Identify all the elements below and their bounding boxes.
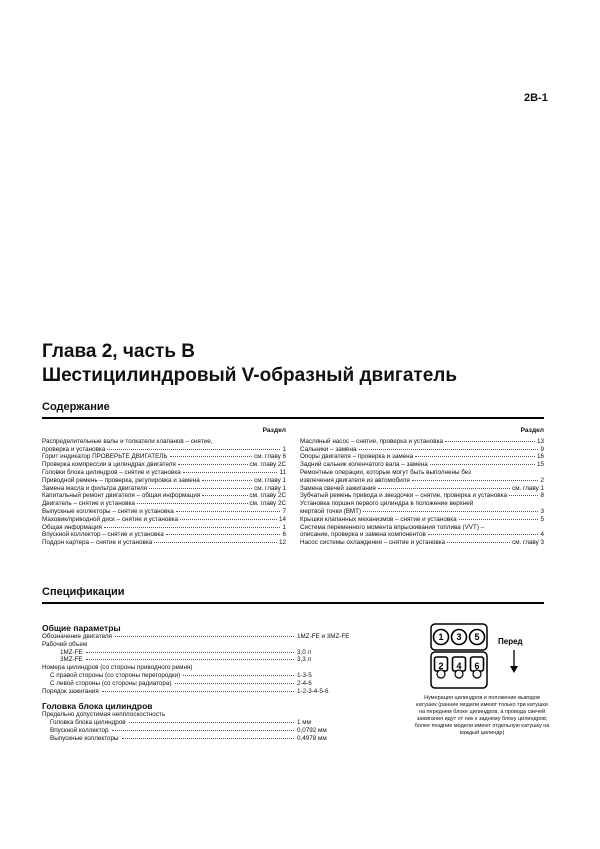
spec-group-title: Общие параметры	[42, 623, 121, 633]
toc-entry	[42, 500, 286, 508]
cylinder-5-number: 5	[474, 632, 480, 642]
toc-right-column	[300, 427, 544, 547]
toc-entry	[300, 438, 544, 446]
toc-entry	[300, 516, 544, 524]
toc-leader-dots	[104, 527, 281, 528]
toc-leader-dots	[459, 519, 539, 520]
spec-label: Порядок зажигания	[42, 687, 99, 695]
toc-entry-ref: 4	[540, 531, 544, 539]
toc-entry-title: извлечения двигателя из автомобиля	[300, 476, 410, 484]
toc-entry	[300, 469, 544, 477]
toc-leader-dots	[359, 449, 539, 450]
toc-entry	[42, 539, 286, 547]
toc-entry-ref: 9	[540, 445, 544, 453]
toc-leader-dots	[176, 511, 281, 512]
toc-entry-title: Поддон картера – снятие и установка	[42, 539, 153, 547]
toc-entry	[300, 524, 544, 532]
toc-entry-ref: см. главу 1	[254, 484, 286, 492]
spec-leader-dots	[102, 691, 294, 692]
spec-leader-dots	[129, 722, 294, 723]
toc-leader-dots	[430, 464, 535, 465]
toc-entry	[300, 477, 544, 485]
spec-row	[42, 649, 372, 657]
toc-entry-ref: 6	[282, 531, 286, 539]
toc-entry	[42, 469, 286, 477]
toc-entry-ref: 14	[278, 515, 286, 523]
spec-value: 3,0 л	[297, 648, 312, 656]
toc-entry-title: Зубчатый ремень привода и звездочки – снятие, проверка и установка	[300, 492, 508, 500]
toc-entry-title: Приводной ремень – проверка, регулировка и замена	[42, 476, 200, 484]
spec-group-title: Головка блока цилиндров	[42, 701, 153, 712]
toc-entry-title: Впускной коллектор – снятие и установка	[42, 531, 164, 539]
toc-entry-title: Головки блока цилиндров – снятие и установка	[42, 468, 181, 476]
toc-entry-title: Горит индикатор ПРОВЕРЬТЕ ДВИГАТЕЛЬ	[42, 453, 168, 461]
page-number: 2B-1	[524, 92, 548, 104]
cylinder-4-number: 4	[456, 661, 462, 671]
toc-leader-dots	[447, 542, 510, 543]
spec-label: Предельно допустимая непплоскостность	[42, 711, 166, 719]
toc-leader-dots	[178, 464, 248, 465]
toc-entry-title: Масляный насос – снятие, проверка и установка	[300, 437, 443, 445]
toc-entry	[42, 531, 286, 539]
toc-entry	[300, 539, 544, 547]
toc-entry	[300, 492, 544, 500]
toc-entry	[300, 461, 544, 469]
cylinder-diagram-svg	[428, 622, 538, 690]
toc-entry-title: Общая информация	[42, 523, 102, 531]
toc-entry-title: Установка поршня первого цилиндра в положение верхней	[300, 500, 474, 508]
contents-heading: Содержание	[42, 401, 110, 413]
chapter-title	[42, 340, 457, 388]
toc-entry-ref: 12	[278, 539, 286, 547]
specifications-rule	[42, 602, 544, 604]
toc-entry-ref: 3	[540, 507, 544, 515]
contents-rule	[42, 417, 544, 419]
cylinder-6-number: 6	[474, 661, 480, 671]
spec-label: Обозначение двигателя	[42, 633, 112, 640]
toc-leader-dots	[180, 519, 277, 520]
coil-lead-6-marker	[473, 670, 481, 678]
toc-entry-title: Замена масла и фильтра двигателя	[42, 484, 148, 492]
spec-label: 1MZ-FE	[60, 648, 83, 656]
spec-leader-dots	[112, 730, 294, 731]
toc-entry-ref: см. главу 1	[254, 476, 286, 484]
spec-value: 3,3 л	[297, 656, 312, 664]
toc-entry-title: Замена свечей зажигания	[300, 484, 376, 492]
front-label: Перед	[498, 637, 523, 646]
spec-row	[42, 719, 372, 727]
toc-entry-ref: см. главу 1	[512, 484, 544, 492]
specifications-heading: Спецификации	[42, 586, 125, 598]
toc-entry-title: Задний сальник коленчатого вала – замена	[300, 461, 428, 469]
spec-row	[42, 656, 372, 664]
toc-entry-title: Проверка компрессии в цилиндрах двигателя	[42, 461, 176, 469]
toc-entry-title: Выпускные коллекторы – снятие и установка	[42, 507, 174, 515]
toc-entry-title: Крышки клапанных механизмов – снятие и установка	[300, 515, 457, 523]
toc-entry-ref: см. главу 2С	[249, 461, 286, 469]
coil-lead-2-marker	[437, 670, 445, 678]
specifications-header	[42, 586, 544, 604]
spec-value: 1MZ-FE и 3MZ-FE	[297, 633, 350, 640]
spec-label: Впускной коллектор	[50, 726, 109, 734]
spec-row	[42, 664, 372, 672]
toc-entry	[42, 461, 286, 469]
toc-leader-dots	[170, 456, 253, 457]
toc-entry-title: описание, проверка и замена компонентов	[300, 531, 426, 539]
spec-row	[42, 688, 372, 696]
toc-leader-dots	[415, 456, 535, 457]
spec-label: Головка блока цилиндров	[50, 719, 126, 727]
toc-entry-title: Ремонтные операции, которые могут быть выполнены без	[300, 468, 472, 476]
spec-row	[42, 735, 372, 743]
toc-leader-dots	[166, 534, 281, 535]
toc-leader-dots	[363, 511, 538, 512]
spec-value: 1-2-3-4-5-6	[297, 687, 329, 695]
cylinder-2-number: 2	[438, 661, 444, 671]
spec-row	[42, 711, 372, 719]
toc-entry-ref: см. главу 2С	[249, 492, 286, 500]
toc-leader-dots	[107, 449, 280, 450]
toc-entry-title: Система переменного момента впрыскивания топлива (VVT) –	[300, 523, 485, 531]
spec-row	[42, 672, 372, 680]
toc-leader-dots	[445, 441, 535, 442]
toc-entry-ref: 7	[282, 507, 286, 515]
toc-entry-title: проверка и установка	[42, 445, 106, 453]
toc-leader-dots	[378, 488, 510, 489]
toc-entry-ref: 5	[540, 515, 544, 523]
toc-entry-ref: см. главу 6	[254, 453, 286, 461]
toc-entry	[42, 453, 286, 461]
toc-entry-ref: 15	[536, 461, 544, 469]
toc-entry-title: Капитальный ремонт двигателя – общая информация	[42, 492, 201, 500]
toc-column-header: Раздел	[262, 427, 286, 434]
toc-leader-dots	[149, 488, 252, 489]
spec-row	[42, 633, 372, 641]
spec-label: С левой стороны (со стороны радиатора)	[50, 679, 172, 687]
toc-column-header: Раздел	[520, 427, 544, 434]
toc-leader-dots	[509, 495, 538, 496]
toc-entry	[42, 446, 286, 454]
chapter-title-line-2: Шестицилиндровый V-образный двигатель	[42, 365, 458, 386]
diagram-caption: Нумерация цилиндров и положение выводов катушек (ранние модели имеют только три катушки на переднем блоке цилиндров, а провода свечей зажигания идут от них к заднему блоку цилиндров; более поздние модели имеют отдельную катушку на каждый цилиндр)	[414, 695, 550, 736]
spec-label: С правой стороны (со стороны перегородки)	[50, 671, 181, 679]
spec-value: 1-3-5	[297, 671, 312, 679]
toc-leader-dots	[137, 503, 248, 504]
chapter-title-line-1: Глава 2, часть В	[42, 341, 196, 362]
cylinder-numbering-diagram	[428, 622, 538, 690]
toc-entry	[42, 508, 286, 516]
spec-leader-dots	[122, 738, 294, 739]
toc-entry-title: мертвой точки (ВМТ)	[300, 507, 362, 515]
toc-left-column	[42, 427, 286, 547]
toc-leader-dots	[412, 480, 539, 481]
toc-entry	[300, 508, 544, 516]
toc-entry-ref: 1	[282, 523, 286, 531]
toc-entry-ref: 2	[540, 476, 544, 484]
toc-entry-title: Двигатель – снятие и установка	[42, 500, 135, 508]
toc-entry-ref: см. главу 2С	[249, 500, 286, 508]
spec-value: 1 мм	[297, 719, 311, 727]
cylinder-3-number: 3	[456, 632, 462, 642]
spec-row	[42, 641, 372, 649]
toc-entry-title: Сальники – замена	[300, 445, 357, 453]
contents-header	[42, 401, 544, 419]
front-arrow-head-icon	[510, 666, 518, 673]
toc-entry	[42, 516, 286, 524]
spec-row	[42, 727, 372, 735]
spec-value: 0,4978 мм	[297, 734, 327, 742]
spec-leader-dots	[175, 683, 294, 684]
spec-label: Выпускные коллекторы	[50, 734, 119, 742]
spec-label: Рабочий объем	[42, 640, 88, 648]
spec-leader-dots	[86, 652, 294, 653]
toc-entry-ref: 11	[279, 468, 286, 476]
toc-entry-ref: 8	[540, 492, 544, 500]
toc-entry-ref: 1	[282, 445, 286, 453]
spec-value: 0,0792 мм	[297, 726, 327, 734]
spec-label: Номера цилиндров (со стороны приводного ремня)	[42, 664, 193, 672]
toc-entry-ref: см. главу 3	[512, 539, 544, 547]
toc-entry	[300, 531, 544, 539]
spec-row	[42, 680, 372, 688]
toc-leader-dots	[183, 472, 278, 473]
toc-leader-dots	[202, 495, 247, 496]
toc-entry-ref: 13	[536, 437, 544, 445]
toc-entry-title: Распределительные валы и толкатели клапанов – снятие,	[42, 437, 213, 445]
specifications-list	[42, 621, 372, 743]
toc-leader-dots	[154, 542, 277, 543]
toc-leader-dots	[428, 534, 539, 535]
spec-leader-dots	[183, 675, 294, 676]
coil-lead-4-marker	[455, 670, 463, 678]
toc-entry-title: Опоры двигателя – проверка и замена	[300, 453, 414, 461]
toc-entry	[42, 477, 286, 485]
toc-entry-title: Маховик/приводной диск – снятие и установка	[42, 515, 179, 523]
toc-entry	[300, 500, 544, 508]
spec-leader-dots	[86, 659, 294, 660]
toc-entry	[300, 446, 544, 454]
toc-entry	[42, 492, 286, 500]
cylinder-1-number: 1	[438, 632, 444, 642]
toc-entry-ref: 16	[536, 453, 544, 461]
spec-label: 3MZ-FE	[60, 656, 83, 664]
spec-value: 2-4-6	[297, 679, 312, 687]
toc-entry	[42, 438, 286, 446]
toc-entry-title: Насос системы охлаждения – снятие и установка	[300, 539, 446, 547]
spec-leader-dots	[115, 636, 294, 637]
toc-leader-dots	[202, 480, 252, 481]
